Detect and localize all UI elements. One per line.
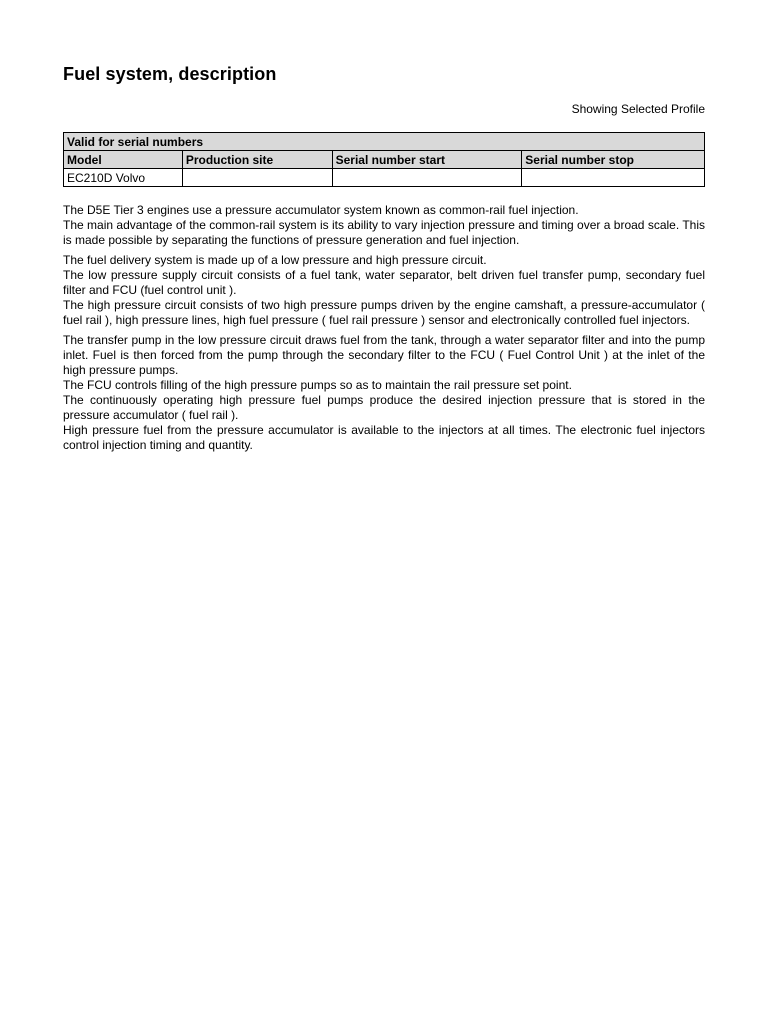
paragraph: The high pressure circuit consists of two high pressure pumps driven by the engine camshaft, a pressure-accumulator ( fuel rail ), high pressure lines, high fuel pressure ( fuel rail pressure ) sensor and electronically controlled fuel injectors. <box>63 298 705 327</box>
paragraph: The continuously operating high pressure fuel pumps produce the desired injection pressure that is stored in the pressure accumulator ( fuel rail ). <box>63 393 705 422</box>
cell-serial-start <box>332 169 522 187</box>
table-caption: Valid for serial numbers <box>64 133 705 151</box>
table-header-row <box>64 151 705 169</box>
cell-production-site <box>182 169 332 187</box>
paragraph: The fuel delivery system is made up of a low pressure and high pressure circuit. <box>63 253 487 267</box>
paragraph: The D5E Tier 3 engines use a pressure accumulator system known as common-rail fuel injection. <box>63 203 579 217</box>
paragraph: The low pressure supply circuit consists of a fuel tank, water separator, belt driven fuel transfer pump, secondary fuel filter and FCU (fuel control unit ). <box>63 268 705 297</box>
column-header-serial-start: Serial number start <box>332 151 522 169</box>
paragraph: The transfer pump in the low pressure circuit draws fuel from the tank, through a water separator filter and into the pump inlet. Fuel is then forced from the pump through the secondary filter to the FCU ( Fuel Control Unit ) at the inlet of the high pressure pumps. <box>63 333 705 377</box>
profile-note: Showing Selected Profile <box>571 102 705 116</box>
cell-serial-stop <box>522 169 705 187</box>
column-header-production-site: Production site <box>182 151 332 169</box>
paragraph: The FCU controls filling of the high pressure pumps so as to maintain the rail pressure set point. <box>63 378 572 392</box>
column-header-model: Model <box>64 151 183 169</box>
cell-model: EC210D Volvo <box>64 169 183 187</box>
paragraph: The main advantage of the common-rail system is its ability to vary injection pressure and timing over a broad scale. This is made possible by separating the functions of pressure generation and fuel injection. <box>63 218 705 247</box>
page-title: Fuel system, description <box>63 64 277 84</box>
column-header-serial-stop: Serial number stop <box>522 151 705 169</box>
table-row <box>64 169 705 187</box>
serial-number-table <box>63 132 705 187</box>
paragraph: High pressure fuel from the pressure accumulator is available to the injectors at all times. The electronic fuel injectors control injection timing and quantity. <box>63 423 705 452</box>
description-body <box>63 203 705 453</box>
table-caption-row <box>64 133 705 151</box>
